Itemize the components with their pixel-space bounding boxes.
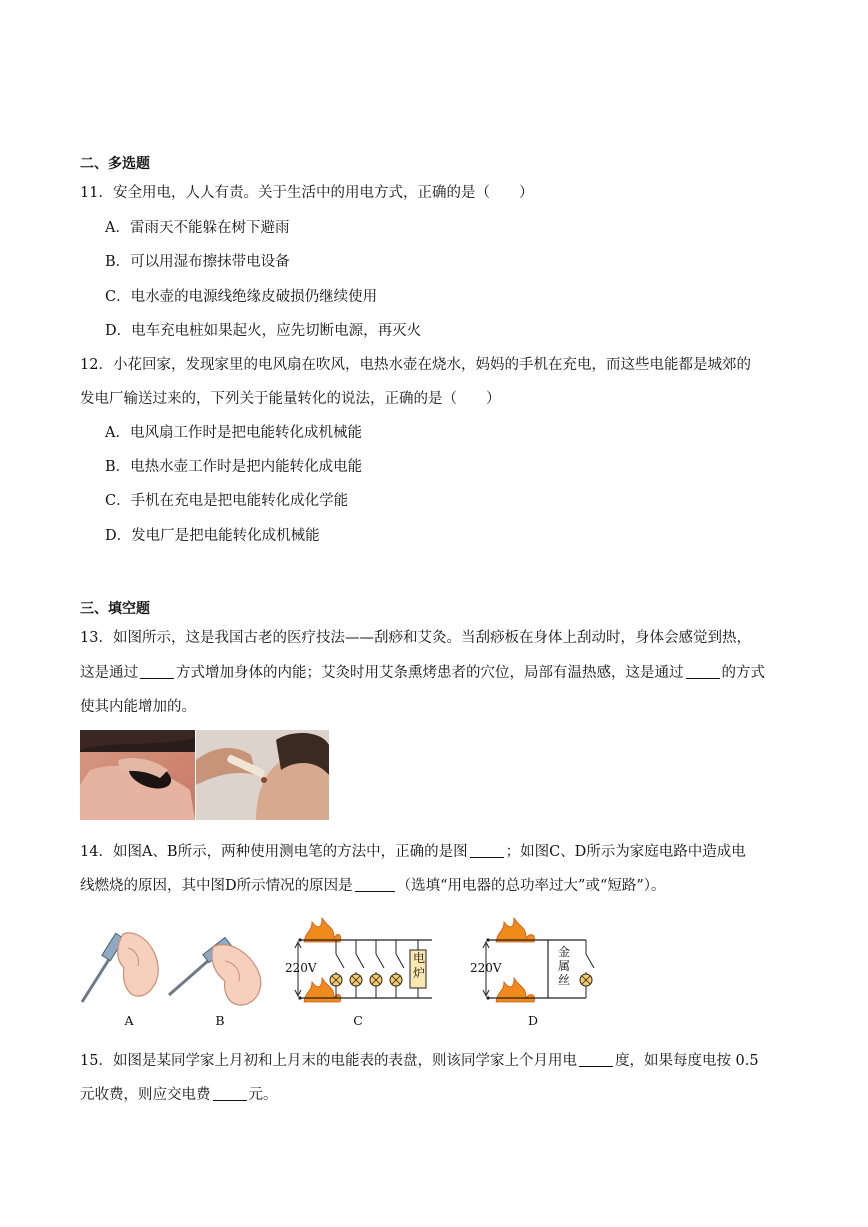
answer-blank-14-2[interactable] [355,877,395,892]
caption-b: B [215,1013,225,1028]
question-13-line2 [80,661,765,682]
caption-a: A [124,1013,134,1028]
metal-wire-label-char1: 金 [558,945,571,959]
question-14-text-b: ；如图C、D所示为家庭电路中造成电 [505,844,746,860]
answer-blank-13-1[interactable] [140,664,174,679]
metal-wire-label-char3: 丝 [558,973,571,987]
answer-blank-15-2[interactable] [213,1086,247,1101]
question-15-line2 [80,1083,278,1104]
question-11-option-a: A．雷雨天不能躲在树下避雨 [105,220,290,236]
question-14-line2 [80,874,666,895]
answer-blank-15-1[interactable] [579,1052,613,1067]
question-12-option-b: B．电热水壶工作时是把内能转化成电能 [105,459,363,475]
question-11-option-c: C．电水壶的电源线绝缘皮破损仍继续使用 [105,289,378,305]
question-12-option-a: A．电风扇工作时是把电能转化成机械能 [105,425,362,441]
stove-label-char1: 电 [413,951,426,965]
stove-label [413,951,425,981]
question-15-text-b: 度，如果每度电按 0.5 [614,1053,759,1069]
question-12-option-c: C．手机在充电是把电能转化成化学能 [105,493,349,509]
question-13-text-a: 这是通过 [80,665,138,681]
question-11-option-b: B．可以用湿布擦抹带电设备 [105,254,290,270]
question-14-text-d: （选填“用电器的总功率过大”或“短路”）。 [396,878,666,894]
answer-blank-13-2[interactable] [686,664,720,679]
gua-sha-photo [80,730,195,820]
voltage-label-c: 220V [285,961,317,975]
question-15-text-d: 元。 [248,1087,278,1103]
metal-wire-label-char2: 属 [558,959,571,973]
question-13-line1: 13．如图所示，这是我国古老的医疗技法——刮痧和艾灸。当刮痧板在身体上刮动时，身体会感觉到热， [80,630,751,646]
question-14-line1 [80,840,746,861]
caption-d: D [527,1013,539,1028]
question-12-option-d: D．发电厂是把电能转化成机械能 [105,528,320,544]
section-title-fill-in: 三、填空题 [80,601,150,617]
caption-c: C [353,1013,363,1028]
tester-figure-b [165,935,265,1014]
metal-wire-label [558,945,570,987]
moxibustion-photo [196,730,329,820]
stove-label-char2: 炉 [413,966,426,980]
question-12-stem-line2: 发电厂输送过来的，下列关于能量转化的说法，正确的是（ ） [80,391,501,407]
question-14-text-a: 14．如图A、B所示，两种使用测电笔的方法中，正确的是图 [80,844,468,860]
question-13-text-c: 的方式 [721,665,765,681]
question-12-stem-line1: 12．小花回家，发现家里的电风扇在吹风，电热水壶在烧水，妈妈的手机在充电，而这些电能都是城郊的 [80,357,751,373]
question-13-text-b: 方式增加身体的内能；艾灸时用艾条熏烤患者的穴位，局部有温热感，这是通过 [176,665,684,681]
question-14-text-c: 线燃烧的原因，其中图D所示情况的原因是 [80,878,353,894]
tester-figure-a [78,928,163,1010]
answer-blank-14-1[interactable] [470,843,504,858]
question-13-line3: 使其内能增加的。 [80,699,196,715]
question-15-text-c: 元收费，则应交电费 [80,1087,211,1103]
voltage-label-d: 220V [470,961,502,975]
question-11-option-d: D．电车充电桩如果起火，应先切断电源，再灭火 [105,323,422,339]
section-title-multiple-choice: 二、多选题 [80,156,150,172]
question-15-text-a: 15．如图是某同学家上月初和上月末的电能表的表盘，则该同学家上个月用电 [80,1053,577,1069]
question-11-stem: 11．安全用电，人人有责。关于生活中的用电方式，正确的是（ ） [80,185,534,201]
question-15-line1 [80,1049,759,1070]
